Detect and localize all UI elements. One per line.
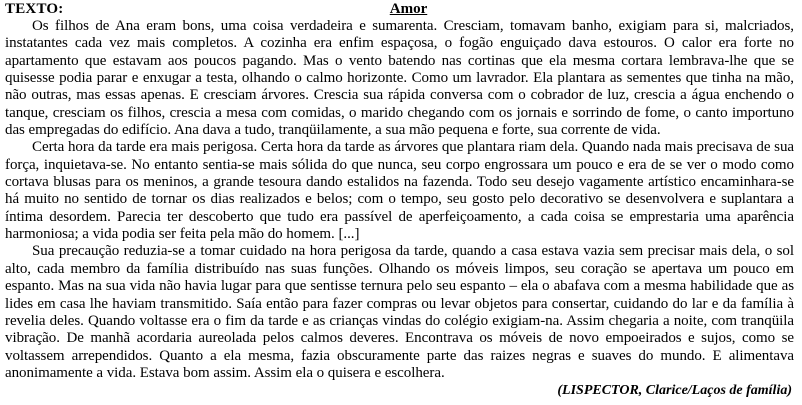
- document-page: [5, 1, 794, 399]
- source-citation: (LISPECTOR, Clarice/Laços de família): [557, 383, 792, 399]
- text-title: Amor: [389, 1, 428, 17]
- text-label: TEXTO:: [5, 1, 64, 17]
- paragraph-2: Certa hora da tarde era mais perigosa. Certa hora da tarde as árvores que plantara riam dela. Quando nada mais precisava de sua força, inquietava-se. No entanto sentia-se mais sólida do que nunca, seu corpo engrossara um pouco e era de se ver o modo como cortava blusas para os meninos, a grande tesoura dando estalidos na fazenda. Todo seu desejo vagamente artístico encaminhara-se há muito no sentido de tornar os dias realizados e belos; com o tempo, seu gosto pelo decorativo se desenvolvera e suplantara a íntima desordem. Parecia ter descoberto que tudo era passível de aperfeiçoamento, a cada coisa se emprestaria uma aparência harmoniosa; a vida podia ser feita pela mão do homem. [...]: [5, 139, 794, 243]
- paragraph-1: Os filhos de Ana eram bons, uma coisa verdadeira e sumarenta. Cresciam, tomavam banho, exigiam para si, malcriados, instatantes cada vez mais completos. A cozinha era enfim espaçosa, o fogão enguiçado dava estouros. O calor era forte no apartamento que estavam aos poucos pagando. Mas o vento batendo nas cortinas que ela mesma cortara lembrava-lhe que se quisesse podia parar e enxugar a testa, olhando o calmo horizonte. Como um lavrador. Ela plantara as sementes que tinha na mão, não outras, mas essas apenas. E cresciam árvores. Crescia sua rápida conversa com o cobrador de luz, crescia a água enchendo o tanque, cresciam os filhos, crescia a mesa com comidas, o marido chegando com os jornais e sorrindo de fome, o canto importuno das empregadas do edifício. Ana dava a tudo, tranqüilamente, a sua mão pequena e forte, sua corrente de vida.: [5, 18, 794, 139]
- document-header: [5, 1, 794, 18]
- paragraph-3: Sua precaução reduzia-se a tomar cuidado na hora perigosa da tarde, quando a casa estava vazia sem precisar mais dela, o sol alto, cada membro da família distribuído nas suas funções. Olhando os móveis limpos, seu coração se apertava um pouco em espanto. Mas na sua vida não havia lugar para que sentisse ternura pelo seu espanto – ela o abafava com a mesma habilidade que as lides em casa lhe haviam transmitido. Saía então para fazer compras ou levar objetos para consertar, cuidando do lar e da família à revelia deles. Quando voltasse era o fim da tarde e as crianças vindas do colégio exigiam-na. Assim chegaria a noite, com tranqüila vibração. De manhã acordaria aureolada pelos calmos deveres. Encontrava os móveis de novo empoeirados e sujos, como se voltassem arrependidos. Quanto a ela mesma, fazia obscuramente parte das raizes negras e suaves do mundo. E alimentava anonimamente a vida. Estava bom assim. Assim ela o quisera e escolhera.: [5, 243, 794, 381]
